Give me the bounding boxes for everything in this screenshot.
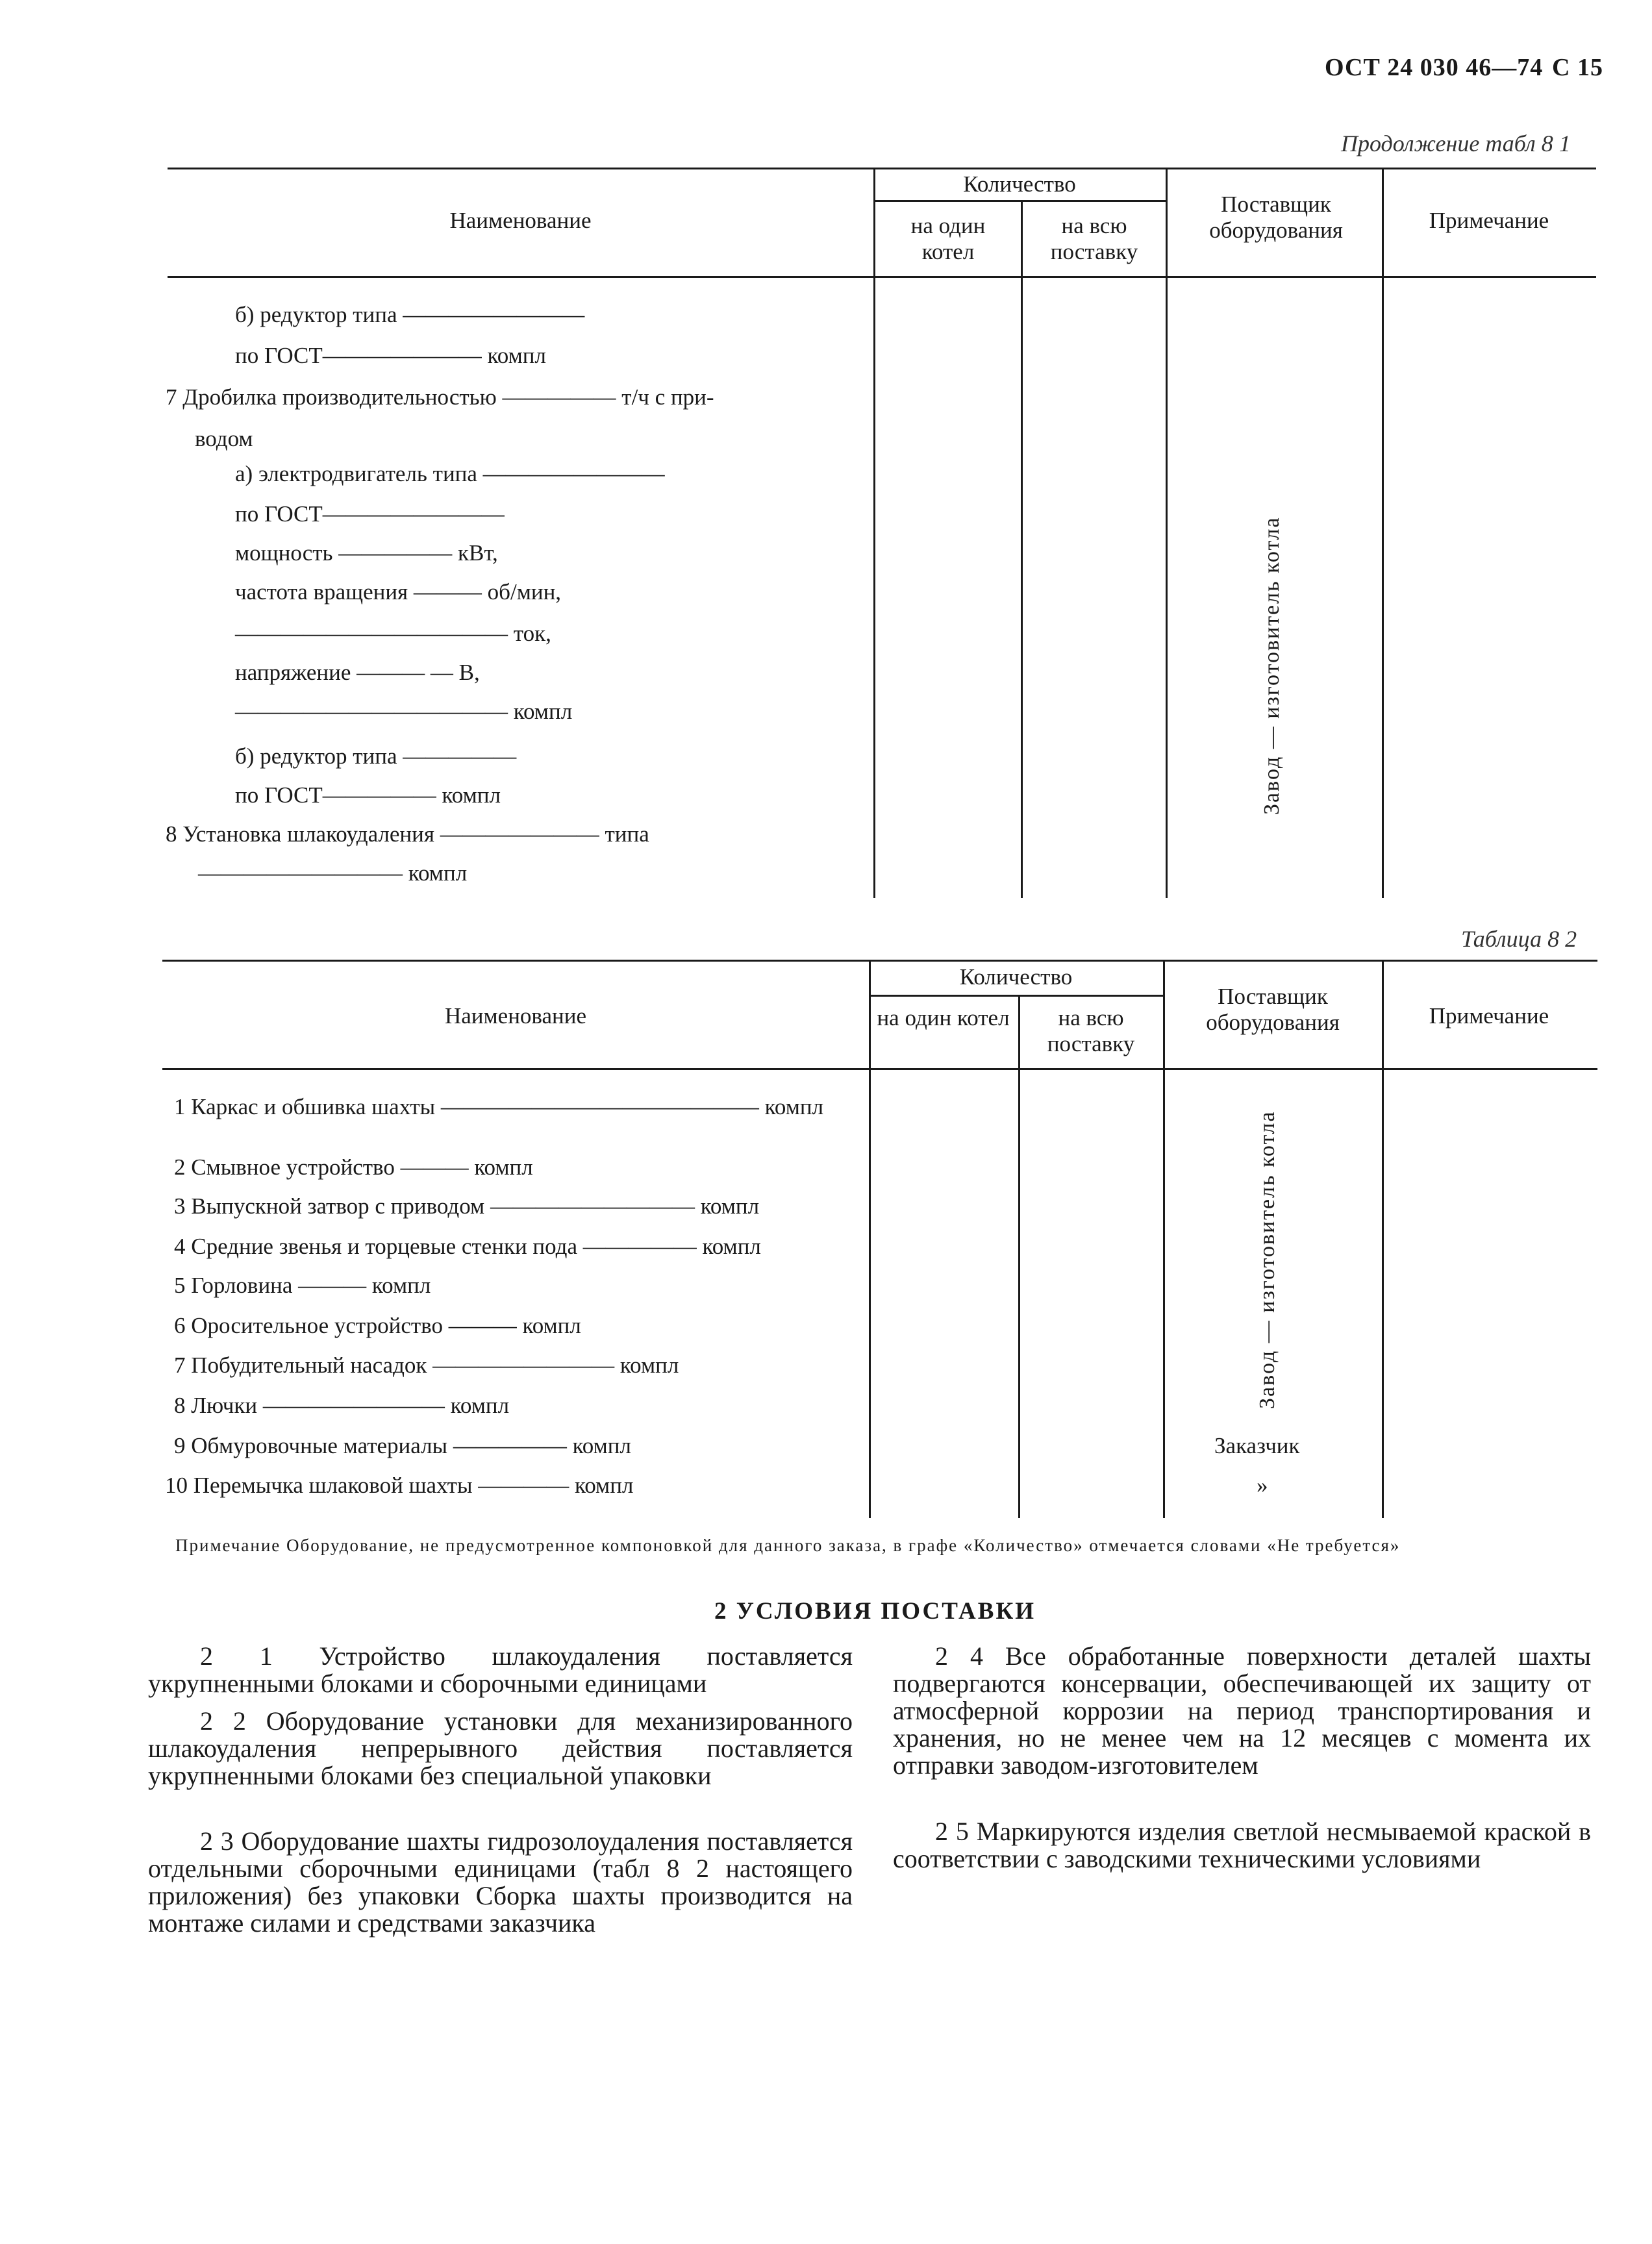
col-quantity-header: Количество bbox=[959, 964, 1073, 990]
table-row: 5 Горловина ——— компл bbox=[174, 1273, 431, 1298]
table-row: б) редуктор типа ———————— bbox=[235, 302, 585, 327]
paragraph-2-4: 2 4 Все обработанные поверхности деталей шахты подвергаются консервации, обеспечивающей их защиту от атмосферной коррозии на период транспортирования и хранения, но не менее чем на 12 месяцев с момента их отправки заводом-изготовителем bbox=[893, 1641, 1591, 1780]
col-qty-total: на всю поставку bbox=[1050, 213, 1138, 264]
col-supplier-header: Поставщик оборудования bbox=[1206, 984, 1340, 1035]
table-row: 9 Обмуровочные материалы ————— компл bbox=[174, 1433, 631, 1458]
table-row: 7 Побудительный насадок ———————— компл bbox=[174, 1353, 679, 1378]
table-row: ———————————— ток, bbox=[235, 621, 551, 646]
table-row: ————————— компл bbox=[198, 860, 468, 886]
table-row: 8 Лючки ———————— компл bbox=[174, 1393, 510, 1418]
supplier-ditto: » bbox=[1257, 1473, 1268, 1498]
col-qty-per-boiler: на один котел bbox=[910, 213, 986, 264]
paragraph-2-5: 2 5 Маркируются изделия светлой несмываемой краской в соответствии с заводскими техническими условиями bbox=[893, 1817, 1591, 1873]
supplier-vertical-text: Завод — изготовитель котла bbox=[1260, 516, 1284, 815]
table-note: Примечание Оборудование, не предусмотренное компоновкой для данного заказа, в графе «Количество» отмечается словами «Не требуется» bbox=[175, 1536, 1401, 1555]
col-name-header: Наименование bbox=[444, 1003, 587, 1028]
table-row: мощность ————— кВт, bbox=[235, 540, 498, 566]
table-row: ———————————— компл bbox=[235, 699, 573, 724]
table-row: 2 Смывное устройство ——— компл bbox=[174, 1154, 533, 1180]
col-note-header: Примечание bbox=[1429, 208, 1549, 233]
table-row: 10 Перемычка шлаковой шахты ———— компл bbox=[165, 1473, 634, 1498]
supplier-vertical-text: Завод — изготовитель котла bbox=[1255, 1110, 1279, 1409]
table-row: 8 Установка шлакоудаления ——————— типа bbox=[166, 821, 649, 847]
paragraph-2-2: 2 2 Оборудование установки для механизированного шлакоудаления непрерывного действия поставляется укрупненными блоками без специальной упаковки bbox=[148, 1706, 853, 1790]
table-row: 7 Дробилка производительностью ————— т/ч с при- bbox=[166, 384, 714, 410]
paragraph-2-3: 2 3 Оборудование шахты гидрозолоудаления поставляется отдельными сборочными единицами (табл 8 2 настоящего приложения) без упаковки Сборка шахты производится на монтаже силами и средствами заказчика bbox=[148, 1826, 853, 1938]
table-row: по ГОСТ———————— bbox=[235, 501, 505, 527]
col-qty-total: на всю поставку bbox=[1047, 1005, 1135, 1056]
paragraph-2-1: 2 1 Устройство шлакоудаления поставляется укрупненными блоками и сборочными единицами bbox=[148, 1641, 853, 1698]
table-row: по ГОСТ——————— компл bbox=[235, 343, 546, 368]
table-caption: Таблица 8 2 bbox=[1461, 926, 1577, 952]
section-title: 2 УСЛОВИЯ ПОСТАВКИ bbox=[714, 1598, 1036, 1625]
table-row: 1 Каркас и обшивка шахты —————————————— компл bbox=[174, 1094, 824, 1119]
document-code: ОСТ 24 030 46—74 bbox=[1325, 54, 1544, 81]
table-row: 3 Выпускной затвор с приводом ————————— компл bbox=[174, 1193, 760, 1219]
table-row: частота вращения ——— об/мин, bbox=[235, 579, 562, 605]
table-row: водом bbox=[195, 426, 253, 451]
page-number: С 15 bbox=[1552, 54, 1603, 81]
col-qty-per-boiler: на один котел bbox=[877, 1005, 1010, 1030]
supplier-customer: Заказчик bbox=[1214, 1433, 1300, 1458]
col-note-header: Примечание bbox=[1429, 1003, 1549, 1028]
col-quantity-header: Количество bbox=[963, 171, 1076, 197]
table-row: 4 Средние звенья и торцевые стенки пода ————— компл bbox=[174, 1234, 761, 1259]
col-supplier-header: Поставщик оборудования bbox=[1209, 192, 1343, 243]
col-name-header: Наименование bbox=[449, 208, 592, 233]
table-continuation-caption: Продолжение табл 8 1 bbox=[1341, 131, 1571, 156]
table-row: по ГОСТ————— компл bbox=[235, 782, 501, 808]
table-row: 6 Оросительное устройство ——— компл bbox=[174, 1313, 581, 1338]
table-row: б) редуктор типа ————— bbox=[235, 743, 517, 769]
table-row: напряжение ——— — В, bbox=[235, 660, 480, 685]
table-row: а) электродвигатель типа ———————— bbox=[235, 461, 665, 486]
